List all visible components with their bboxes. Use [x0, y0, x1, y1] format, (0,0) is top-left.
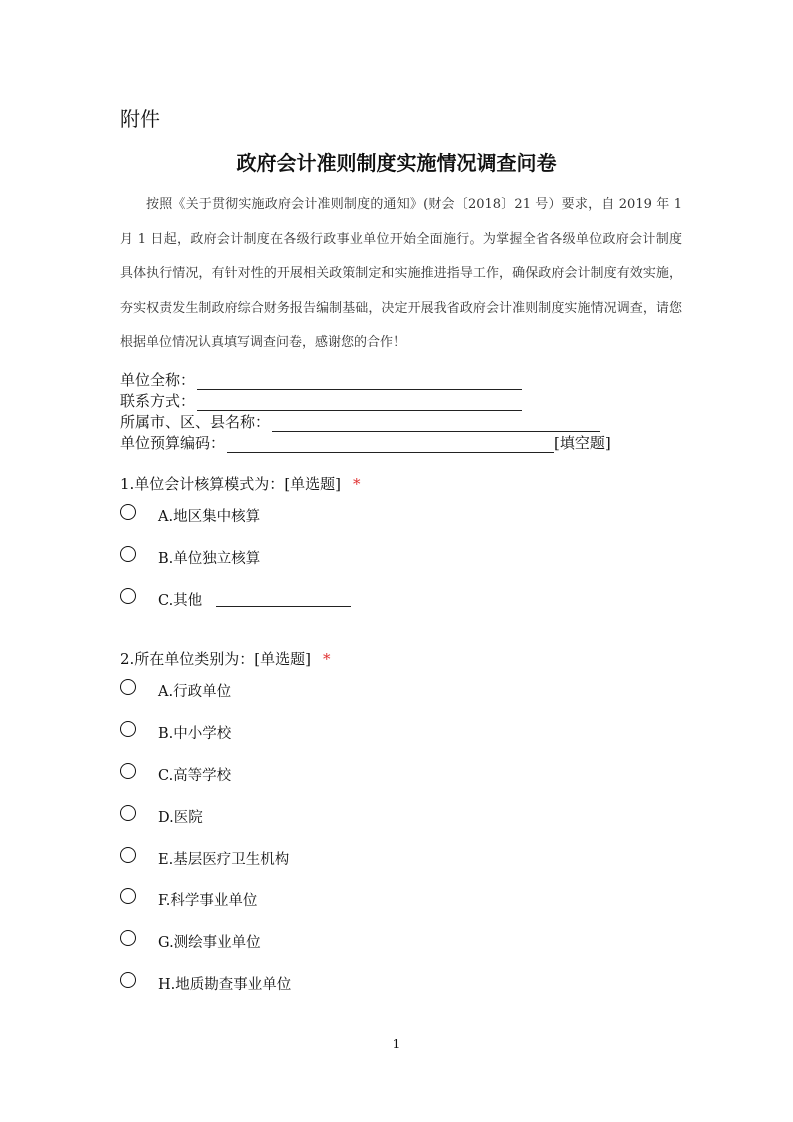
q2-option-h[interactable]	[120, 972, 291, 994]
radio-button[interactable]	[120, 679, 136, 695]
option-label: F.科学事业单位	[158, 892, 258, 909]
option-label: D.医院	[158, 809, 203, 826]
option-label: E.基层医疗卫生机构	[158, 851, 290, 868]
contact-input[interactable]	[197, 396, 522, 411]
field-unit-name	[120, 369, 522, 390]
option-label: A.行政单位	[158, 683, 232, 700]
field-contact	[120, 390, 522, 411]
q2-option-c[interactable]	[120, 763, 231, 785]
option-label: A.地区集中核算	[158, 508, 261, 525]
q1-option-b[interactable]	[120, 546, 260, 568]
q1-option-c[interactable]	[120, 588, 351, 610]
required-mark: *	[353, 475, 361, 493]
q2-option-g[interactable]	[120, 930, 261, 952]
field-budget-code	[120, 432, 611, 453]
page-title: 政府会计准则制度实施情况调查问卷	[236, 151, 557, 175]
option-label: G.测绘事业单位	[158, 934, 261, 951]
question-text: 2.所在单位类别为：[单选题]	[120, 650, 312, 668]
radio-button[interactable]	[120, 504, 136, 520]
field-label: 联系方式：	[120, 392, 196, 410]
option-label: B.中小学校	[158, 725, 232, 742]
radio-button[interactable]	[120, 930, 136, 946]
question-1-title	[120, 473, 361, 494]
intro-paragraph	[120, 188, 682, 361]
field-label: 单位全称：	[120, 371, 196, 389]
option-label: H.地质勘查事业单位	[158, 976, 292, 993]
question-2-title	[120, 648, 331, 669]
page-number: 1	[392, 1037, 401, 1051]
q2-option-e[interactable]	[120, 847, 289, 869]
q2-option-d[interactable]	[120, 805, 203, 827]
intro-text: 按照《关于贯彻实施政府会计准则制度的通知》(财会〔2018〕21 号）要求，自 2019 年 1 月 1 日起，政府会计制度在各级行政事业单位开始全面施行。为掌握全省各级单位政府会计制度具体执行情况，有针对性的开展相关政策制定和实施推进指导工作，确保政府会计制度有效实施，夯实权责发生制政府综合财务报告编制基础，决定开展我省政府会计准则制度实施情况调查，请您根据单位情况认真填写调查问卷，感谢您的合作！	[120, 197, 682, 350]
radio-button[interactable]	[120, 763, 136, 779]
budget-code-input[interactable]	[227, 438, 554, 453]
required-mark: *	[323, 650, 331, 668]
q1-option-a[interactable]	[120, 504, 260, 526]
q2-option-f[interactable]	[120, 888, 257, 910]
radio-button[interactable]	[120, 721, 136, 737]
q2-option-a[interactable]	[120, 679, 231, 701]
radio-button[interactable]	[120, 588, 136, 604]
option-label: B.单位独立核算	[158, 550, 261, 567]
other-input[interactable]	[216, 592, 351, 607]
field-label: 单位预算编码：	[120, 434, 226, 452]
question-text: 1.单位会计核算模式为：[单选题]	[120, 475, 342, 493]
radio-button[interactable]	[120, 888, 136, 904]
q2-option-b[interactable]	[120, 721, 231, 743]
field-region	[120, 411, 600, 432]
region-input[interactable]	[272, 417, 600, 432]
radio-button[interactable]	[120, 546, 136, 562]
radio-button[interactable]	[120, 847, 136, 863]
option-label: C.其他	[158, 592, 203, 609]
attachment-label: 附件	[120, 107, 160, 131]
radio-button[interactable]	[120, 805, 136, 821]
field-label: 所属市、区、县名称：	[120, 413, 271, 431]
fill-blank-tag: [填空题]	[554, 434, 611, 452]
radio-button[interactable]	[120, 972, 136, 988]
unit-name-input[interactable]	[197, 375, 522, 390]
option-label: C.高等学校	[158, 767, 232, 784]
